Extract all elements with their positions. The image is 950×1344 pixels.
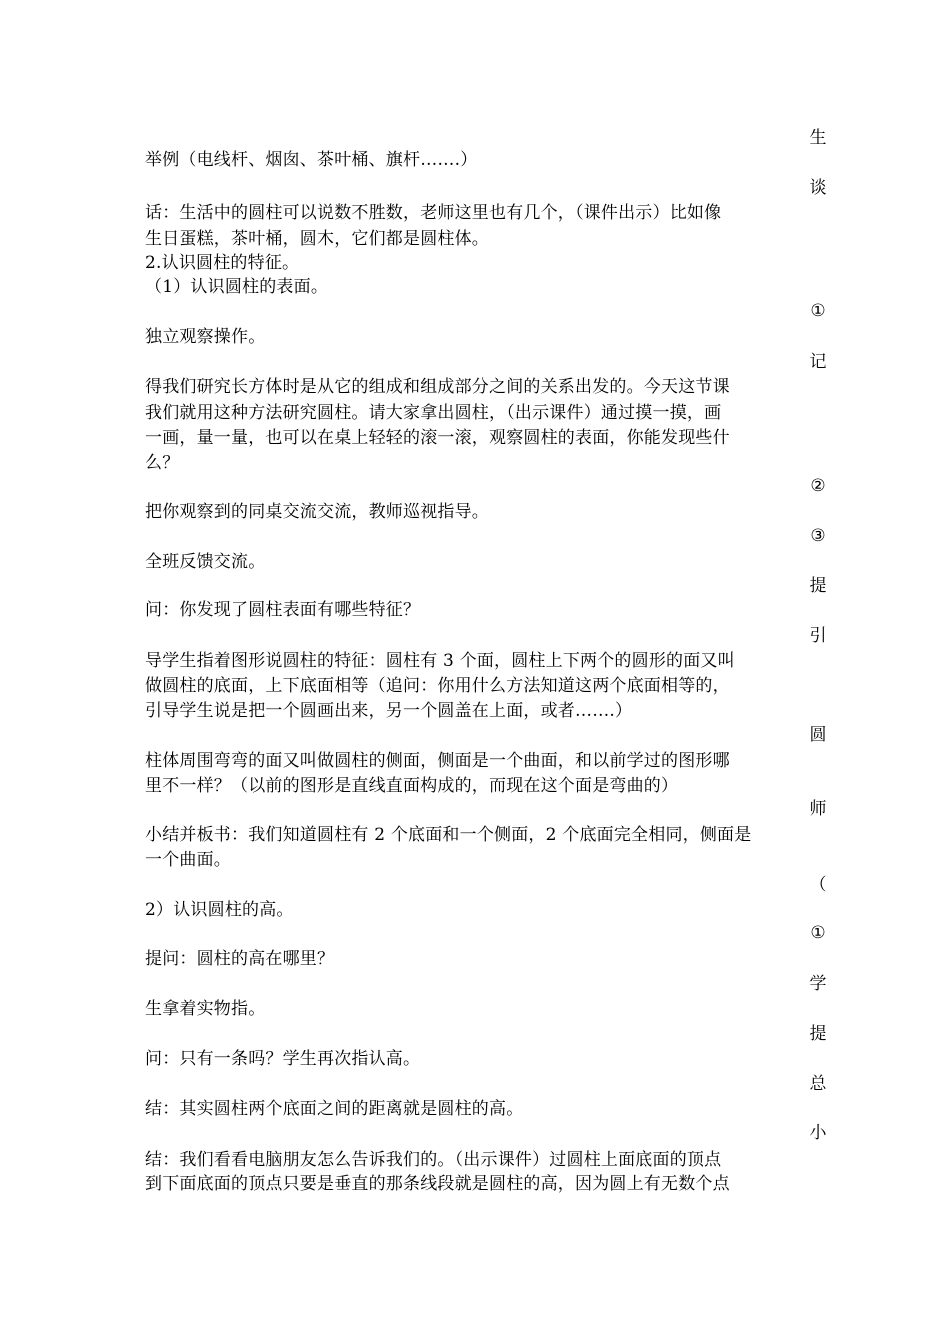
margin-char: 生 bbox=[809, 128, 827, 148]
margin-char: ① bbox=[810, 923, 826, 943]
text-line: 得我们研究长方体时是从它的组成和组成部分之间的关系出发的。今天这节课 bbox=[145, 377, 730, 397]
text-line: （1）认识圆柱的表面。 bbox=[145, 277, 329, 297]
margin-char: 记 bbox=[809, 352, 827, 372]
text-line: 里不一样？（以前的图形是直线直面构成的，而现在这个面是弯曲的） bbox=[145, 776, 679, 796]
text-line: 生日蛋糕，茶叶桶，圆木，它们都是圆柱体。 bbox=[145, 229, 489, 249]
text-line: 一画，量一量，也可以在桌上轻轻的滚一滚，观察圆柱的表面，你能发现些什 bbox=[145, 428, 730, 448]
text-line: 柱体周围弯弯的面又叫做圆柱的侧面，侧面是一个曲面，和以前学过的图形哪 bbox=[145, 751, 730, 771]
text-line: 结：我们看看电脑朋友怎么告诉我们的。（出示课件）过圆柱上面底面的顶点 bbox=[145, 1150, 722, 1170]
text-line: 我们就用这种方法研究圆柱。请大家拿出圆柱，（出示课件）通过摸一摸，画 bbox=[145, 403, 722, 423]
text-line: 一个曲面。 bbox=[145, 850, 231, 870]
text-line: 结：其实圆柱两个底面之间的距离就是圆柱的高。 bbox=[145, 1099, 524, 1119]
text-line: 把你观察到的同桌交流交流，教师巡视指导。 bbox=[145, 502, 489, 522]
text-line: 生拿着实物指。 bbox=[145, 999, 266, 1019]
margin-char: 师 bbox=[809, 799, 827, 819]
text-line: 举例（电线杆、烟囱、茶叶桶、旗杆…….） bbox=[145, 150, 478, 170]
text-line: 2.认识圆柱的特征。 bbox=[145, 253, 300, 273]
text-line: 小结并板书：我们知道圆柱有 2 个底面和一个侧面，2 个底面完全相同，侧面是 bbox=[145, 825, 752, 845]
margin-char: 小 bbox=[809, 1123, 827, 1143]
text-line: 问：你发现了圆柱表面有哪些特征？ bbox=[145, 600, 421, 620]
text-line: 话：生活中的圆柱可以说数不胜数，老师这里也有几个，（课件出示）比如像 bbox=[145, 203, 722, 223]
margin-char: 圆 bbox=[809, 725, 827, 745]
margin-char: 引 bbox=[809, 626, 827, 646]
margin-char: （ bbox=[809, 875, 827, 895]
text-line: 么？ bbox=[145, 453, 180, 473]
text-line: 2）认识圆柱的高。 bbox=[145, 900, 294, 920]
text-line: 引导学生说是把一个圆画出来，另一个圆盖在上面，或者…….） bbox=[145, 701, 633, 721]
margin-char: 总 bbox=[809, 1074, 827, 1094]
text-line: 问：只有一条吗？学生再次指认高。 bbox=[145, 1049, 421, 1069]
text-line: 全班反馈交流。 bbox=[145, 552, 266, 572]
margin-char: 提 bbox=[809, 576, 827, 596]
text-line: 导学生指着图形说圆柱的特征：圆柱有 3 个面，圆柱上下两个的圆形的面又叫 bbox=[145, 651, 735, 671]
margin-char: 谈 bbox=[809, 178, 827, 198]
margin-char: 提 bbox=[809, 1024, 827, 1044]
text-line: 做圆柱的底面，上下底面相等（追问：你用什么方法知道这两个底面相等的， bbox=[145, 676, 730, 696]
text-line: 独立观察操作。 bbox=[145, 327, 266, 347]
margin-char: ③ bbox=[810, 526, 826, 546]
text-line: 提问：圆柱的高在哪里？ bbox=[145, 949, 335, 969]
margin-char: ② bbox=[810, 476, 826, 496]
margin-char: 学 bbox=[809, 974, 827, 994]
text-line: 到下面底面的顶点只要是垂直的那条线段就是圆柱的高，因为圆上有无数个点 bbox=[145, 1174, 730, 1194]
margin-char: ① bbox=[810, 301, 826, 321]
